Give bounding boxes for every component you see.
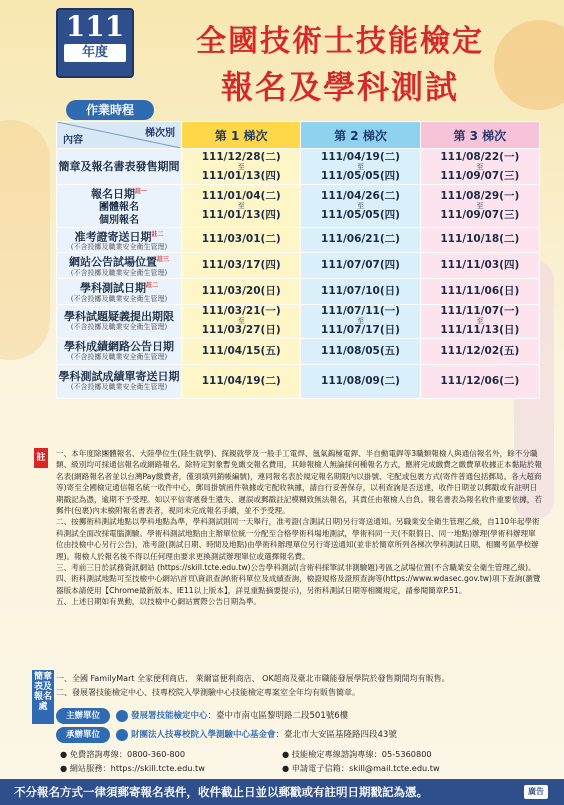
table-row [57, 149, 540, 185]
schedule-cell [301, 304, 420, 338]
schedule-cell [420, 227, 539, 253]
footer-text: 不分報名方式一律須郵寄報名表件，收件截止日並以郵戳或有註明日期戳記為憑。 [14, 785, 428, 799]
cell-date-end: 111/09/07(三) [440, 208, 520, 221]
sales-line-1: 一、全國 FamilyMart 全家便利商店、 萊爾富便利商店、 OK超商及臺北市職能發展學院於發售期間均有販售。 [56, 674, 450, 683]
note-item-1: 一、本年度除團體報名、大陸學位生(陸生就學)、探親就學及一般手工電焊、氬氣鎢極電銲、半自動電銲等3職類報檢人與通信報名外，餘不分職類、級別均可採通信報名或網路報名。除特定對象暫免繳交報名費用，其餘報檢人無論採何種報名方式，應將完成繳費之繳費單收據正本黏貼於報名表(網路報名者並以台灣Pay繳費者，僅須填列銷帳編號)，連同報名表於規定報名期限內以掛號、宅配或包裹方式(寄件普通包括郵局、各大超商等)寄至全國檢定通信報名統一收件中心，郵局掛號函件執據或宅配收執據，請自行妥善保存，以利查詢是否送達，收件日期並以郵戳或有註明日期戳記為憑，逾期不予受理。如以平信寄遞發生遺失、遲誤或郵戳註記模糊致無法報名，其責任由報檢人自負。報名書表為報名收件重要依據，若郵件(包裹)內未檢附報名書表者，視同未完成報名手續，並不予受理。 [56, 449, 542, 516]
cell-date: 111/11/03(四) [440, 259, 520, 272]
co-organizer-name: 財團法人技專校院入學測驗中心基金會 [131, 730, 276, 740]
co-organizer-address: ：臺北市大安區基隆路四段43號 [275, 730, 397, 740]
cell-to: 至 [237, 201, 245, 210]
row-label-text: 學科測試日期 [79, 281, 146, 295]
table-row [57, 185, 540, 206]
row-label-sub: (不含投擲及職業安全衛生管理) [70, 294, 168, 303]
cell-date-end: 111/01/13(四) [201, 208, 281, 221]
year-number: 111 [65, 10, 125, 43]
row-label-sub: (不含投擲及職業安全衛生管理) [70, 323, 168, 332]
row-label-sub: (不含投擲及職業安全衛生管理) [70, 268, 168, 277]
cell-date-start: 111/04/19(二) [321, 150, 400, 163]
schedule-cell [420, 304, 539, 338]
row-label-text: 學科試題疑義提出期限 [64, 310, 174, 324]
row-label-text: 准考證寄送日期 [74, 230, 152, 244]
schedule-cell [301, 253, 420, 279]
title-line-2: 報名及學科測試 [220, 68, 459, 106]
row-label [57, 227, 182, 253]
row-label-registration [57, 185, 182, 228]
table-row [57, 304, 540, 338]
note-item-5: 五、上述日期如有異動，以技檢中心網站實際公告日期為準。 [56, 597, 262, 607]
table-row [57, 253, 540, 279]
organizer-row [56, 708, 348, 724]
corner-bottom-label: 內容 [63, 135, 83, 146]
year-badge [56, 8, 134, 78]
row-label-text: 網站公告試場位置 [68, 255, 157, 269]
cell-date-start: 111/04/26(二) [321, 189, 400, 202]
table-header-row [57, 122, 540, 149]
schedule-cell [420, 149, 539, 185]
schedule-cell [182, 227, 301, 253]
schedule-cell [301, 278, 420, 304]
cell-date: 111/07/07(四) [321, 259, 400, 272]
schedule-cell [182, 149, 301, 185]
cell-to: 至 [237, 317, 245, 326]
schedule-cell [182, 364, 301, 398]
cell-date-end: 111/05/05(四) [321, 208, 400, 221]
cell-date-start: 111/03/21(一) [201, 305, 281, 318]
cell-to: 至 [356, 201, 364, 210]
cell-date-start: 111/01/04(二) [201, 189, 281, 202]
co-organizer-logo-icon [116, 729, 128, 741]
co-organizer-tag: 承辦單位 [56, 727, 110, 743]
cell-date: 111/12/02(五) [440, 344, 520, 357]
organizer-name: 發展署技能檢定中心 [131, 711, 208, 721]
cell-date-start: 111/12/28(二) [201, 150, 281, 163]
cell-date: 111/12/06(二) [440, 374, 520, 387]
cell-date: 111/10/18(二) [440, 233, 520, 246]
schedule-cell [182, 278, 301, 304]
row-label [57, 364, 182, 398]
corner-top-label: 梯次別 [145, 128, 175, 139]
cell-date-start: 111/07/11(一) [321, 305, 400, 318]
schedule-cell [301, 149, 420, 185]
note-item-4: 四、術科測試地點可至技檢中心網站\首頁\資訊查詢\術科單位及成績查詢，檢證規格及證照查詢等(https://www.wdasec.gov.tw)項下查詢(瀏覽器版本請使用【Chrome最新版本、IE11以上版本】，詳見重點摘要提示)，另術科測試日期等相關規定，請參閱簡章P.51。 [56, 574, 541, 595]
schedule-cell [182, 338, 301, 364]
row-label-note: 註二 [151, 230, 164, 238]
cell-date-end: 111/03/27(日) [201, 324, 281, 337]
footer-bar [0, 779, 564, 805]
column-header-2: 第 2 梯次 [301, 122, 420, 149]
cell-date-end: 111/01/13(四) [201, 169, 281, 182]
row-label [57, 149, 182, 185]
note-item-2: 二、按擲術科測試地點以學科地點為準，學科測試則同一天舉行，准考證(含測試日期)另行寄送通知。另職業安全衛生管理乙級，自110年起學術科測試全面改採電腦測驗。學術科測試地點由主辦單位統一分配至合格學術科場地測試，學術科同一天(不限假日、同一地點)辦理(學術科辦理單位由技檢中心另行公告)，准考證(測試日期、時間及地點)由學術科辦理單位另行寄送通知(並非於簡章所列各梯次學科測試日期、相關考區學校辦理)。報檢人於報名後不得以任何理由要求更換測試辦理單位或選擇報名費。 [56, 517, 540, 561]
contact-website[interactable]: ● 網站服務：https://skill.tcte.edu.tw [60, 763, 205, 773]
row-label [57, 278, 182, 304]
cell-date-start: 111/08/22(一) [440, 150, 520, 163]
cell-date: 111/04/15(五) [201, 344, 281, 357]
row-label-sub: (不含投擲及職業安全衛生管理) [70, 383, 168, 392]
table-row [57, 278, 540, 304]
contact-skill-line: ● 技能檢定專線諮詢專線：05-5360800 [282, 749, 432, 759]
row-sublabel-group: 團體報名 [99, 201, 139, 213]
cell-date-end: 111/09/07(三) [440, 169, 520, 182]
schedule-cell [301, 364, 420, 398]
cell-date: 111/04/19(二) [201, 374, 281, 387]
schedule-cell [301, 185, 420, 228]
cell-to: 至 [356, 317, 364, 326]
column-header-3: 第 3 梯次 [420, 122, 539, 149]
cell-date: 111/03/01(二) [201, 233, 281, 246]
note-item-3: 三、考前三日於試務資訊網站 (https://skill.tcte.edu.tw)公告學科測試(含術科採筆試非測驗題)考區之試場位置(不含職業安全衛生管理乙級)。 [56, 563, 536, 573]
table-row [57, 364, 540, 398]
row-label-sub: (不含投擲及職業安全衛生管理) [70, 243, 168, 252]
cell-date-start: 111/08/29(一) [440, 189, 520, 202]
cell-date-end: 111/11/13(日) [440, 324, 520, 337]
cell-date: 111/03/17(四) [201, 259, 281, 272]
sales-line-2: 二、發展署技能檢定中心、技專校院入學測驗中心技能檢定專案室全年均有販售簡章。 [56, 688, 360, 697]
cell-date: 111/06/21(二) [321, 233, 400, 246]
row-label-text: 簡章及報名書表發售期間 [58, 160, 180, 173]
row-label [57, 338, 182, 364]
row-label-text: 報名日期 [90, 187, 135, 201]
cell-date-end: 111/05/05(四) [321, 169, 400, 182]
cell-to: 至 [476, 162, 484, 171]
schedule-cell [301, 338, 420, 364]
table-body [57, 149, 540, 399]
sales-locations [56, 672, 542, 700]
cell-date: 111/07/10(日) [321, 284, 400, 297]
cell-date: 111/08/05(五) [321, 344, 400, 357]
schedule-cell [182, 185, 301, 228]
cell-date-start: 111/11/07(一) [440, 305, 520, 318]
row-label [57, 304, 182, 338]
schedule-cell [420, 185, 539, 228]
notes-tag: 註 [34, 448, 48, 468]
cell-date-end: 111/07/17(日) [321, 324, 400, 337]
organizer-logo-icon [116, 710, 128, 722]
ad-label: 廣告 [524, 785, 548, 799]
schedule-cell [301, 227, 420, 253]
table-row [57, 227, 540, 253]
sales-location-tag: 簡章表及報名處 [32, 670, 54, 724]
organizer-address: ：臺中市南屯區黎明路二段501號6樓 [207, 711, 349, 721]
contact-email[interactable]: ● 申請電子信箱：skill@mail.tcte.edu.tw [282, 763, 440, 773]
organizer-tag: 主辦單位 [56, 708, 110, 724]
row-label-text: 學科測試成績單寄送日期 [58, 370, 180, 384]
schedule-cell [182, 304, 301, 338]
title-line-1: 全國技術士技能檢定 [196, 24, 484, 59]
cell-date: 111/11/06(日) [440, 284, 520, 297]
decor-shape-left [0, 120, 50, 360]
schedule-cell [420, 364, 539, 398]
cell-date: 111/08/09(二) [321, 374, 400, 387]
row-label-sub: (不含投擲及職業安全衛生管理) [70, 353, 168, 362]
row-label-note: 註三 [156, 256, 169, 264]
column-header-1: 第 1 梯次 [182, 122, 301, 149]
schedule-cell [420, 253, 539, 279]
year-label: 年度 [64, 44, 126, 62]
row-label-note: 註一 [134, 188, 147, 195]
cell-date: 111/03/20(日) [201, 284, 281, 297]
table-row [57, 338, 540, 364]
schedule-tag: 作業時程 [66, 100, 154, 120]
cell-to: 至 [476, 201, 484, 210]
schedule-cell [420, 338, 539, 364]
schedule-cell [182, 253, 301, 279]
cell-to: 至 [237, 162, 245, 171]
row-sublabel-individual: 個別報名 [99, 214, 139, 226]
row-label-text: 學科成績網路公告日期 [64, 340, 174, 354]
cell-to: 至 [356, 162, 364, 171]
row-label [57, 253, 182, 279]
co-organizer-row [56, 727, 397, 743]
row-label-note: 註二 [145, 281, 158, 289]
cell-to: 至 [476, 317, 484, 326]
notes-section [56, 448, 542, 608]
contact-hotline: ● 免費諮詢專線：0800-360-800 [60, 749, 186, 759]
schedule-cell [420, 278, 539, 304]
schedule-table [56, 121, 540, 399]
table-corner [57, 122, 182, 149]
